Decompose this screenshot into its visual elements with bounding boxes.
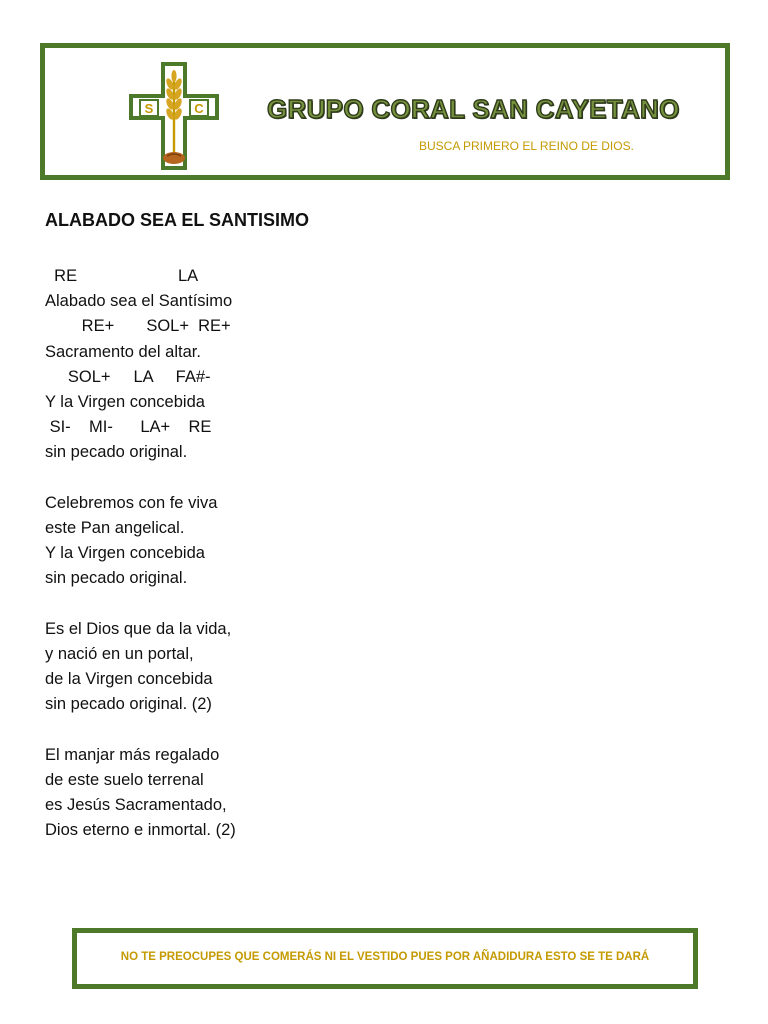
chord-line: RE+ SOL+ RE+ xyxy=(45,317,231,336)
song-lyrics xyxy=(45,264,545,843)
lyric-line: El manjar más regalado xyxy=(45,745,220,764)
stanza-break xyxy=(45,591,545,616)
lyric-line: Dios eterno e inmortal. (2) xyxy=(45,821,236,840)
logo-letter-s: S xyxy=(144,101,154,116)
lyric-line: de este suelo terrenal xyxy=(45,770,204,789)
lyric-line: Alabado sea el Santísimo xyxy=(45,292,233,311)
lyric-line: Celebremos con fe viva xyxy=(45,493,218,512)
song-title: ALABADO SEA EL SANTISIMO xyxy=(45,210,310,230)
stanza-break xyxy=(45,466,545,491)
footer-banner xyxy=(72,928,698,989)
choir-motto: BUSCA PRIMERO EL REINO DE DIOS. xyxy=(419,139,634,153)
choir-logo-cross-icon xyxy=(127,62,227,172)
logo-letter-c: C xyxy=(194,101,204,116)
lyric-line: Es el Dios que da la vida, xyxy=(45,619,232,638)
lyric-line: Y la Virgen concebida xyxy=(45,544,205,563)
lyric-line: Sacramento del altar. xyxy=(45,342,201,361)
lyric-line: y nació en un portal, xyxy=(45,644,194,663)
lyric-line: es Jesús Sacramentado, xyxy=(45,795,227,814)
footer-quote: NO TE PREOCUPES QUE COMERÁS NI EL VESTIDO PUES POR AÑADIDURA ESTO SE TE DARÁ xyxy=(120,951,650,963)
lyric-line: de la Virgen concebida xyxy=(45,670,213,688)
header-banner xyxy=(40,43,730,180)
chord-line: SI- MI- LA+ RE xyxy=(45,418,212,437)
lyric-line: Y la Virgen concebida xyxy=(45,392,205,411)
stanza-break xyxy=(45,717,545,742)
choir-title: GRUPO CORAL SAN CAYETANO xyxy=(267,94,680,124)
chord-line: RE LA xyxy=(45,267,199,285)
chord-line: SOL+ LA FA#- xyxy=(45,367,211,386)
lyric-line: sin pecado original. xyxy=(45,443,188,462)
lyric-line: este Pan angelical. xyxy=(45,518,185,537)
lyric-line: sin pecado original. (2) xyxy=(45,695,212,714)
lyric-line: sin pecado original. xyxy=(45,569,188,588)
